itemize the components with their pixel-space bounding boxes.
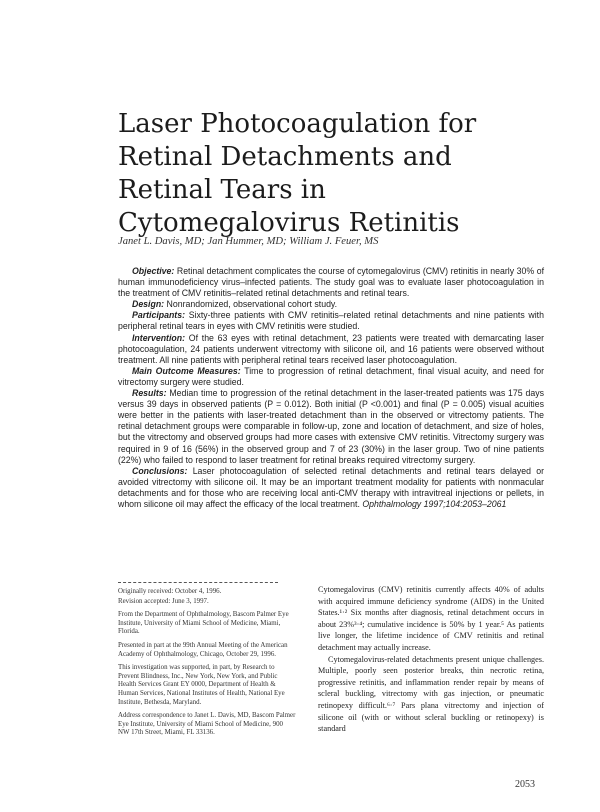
body-paragraph: Cytomegalovirus-related detachments present unique challenges. Multiple, poorly seen posterior breaks, thin necrotic retina, progressive retinitis, and inflammation render repair by means of scleral buckling, vitrectomy with gas injection, or pneumatic retinopexy difficult.⁶·⁷ Pars plana vitrectomy and injection of silicone oil (with or without scleral buckling or retinopexy) is standard xyxy=(318,654,544,734)
page-number: 2053 xyxy=(515,779,535,790)
outcome-label: Main Outcome Measures: xyxy=(132,365,241,376)
results-label: Results: xyxy=(132,388,167,399)
body-text xyxy=(318,584,544,735)
abstract-results xyxy=(118,388,544,466)
footnote-affiliation: From the Department of Ophthalmology, Bascom Palmer Eye Institute, University of Miami School of Medicine, Miami, Florida. xyxy=(118,611,289,636)
author-list: Janet L. Davis, MD; Jan Hummer, MD; William J. Feuer, MS xyxy=(118,236,379,247)
intervention-label: Intervention: xyxy=(132,332,185,343)
conclusions-label: Conclusions: xyxy=(132,465,188,476)
abstract-objective xyxy=(118,266,544,299)
intervention-text: Of the 63 eyes with retinal detachment, 23 patients were treated with demarcating laser photocoagulation, 24 patients underwent vitrectomy with silicone oil, and 16 patients were observed without treatment. All nine patients with peripheral retinal tears received laser photocoagulation. xyxy=(118,332,545,365)
objective-text: Retinal detachment complicates the course of cytomegalovirus (CMV) retinitis in nearly 30% of human immunodeficiency virus–infected patients. The study goal was to evaluate laser photocoagulation in the treatment of CMV retinitis–related retinal detachments and retinal tears. xyxy=(118,266,545,299)
design-text: Nonrandomized, observational cohort study. xyxy=(166,299,338,310)
footnote-accepted: Revision accepted: June 3, 1997. xyxy=(118,597,209,605)
participants-label: Participants: xyxy=(132,310,185,321)
footnote-presented: Presented in part at the 99th Annual Meeting of the American Academy of Ophthalmology, Chicago, October 29, 1996. xyxy=(118,641,288,658)
body-paragraph: Cytomegalovirus (CMV) retinitis currently affects 40% of adults with acquired immune deficiency syndrome (AIDS) in the United States.¹·² Six months after diagnosis, retinal detachment occurs in about 23%³·⁴; cumulative incidence is 50% by 1 year.⁵ As patients live longer, the lifetime incidence of CMV retinitis and retinal detachment may actually increase. xyxy=(318,585,544,652)
article-title: Laser Photocoagulation for Retinal Detachments and Retinal Tears in Cytomegalovirus Retinitis xyxy=(118,109,477,238)
results-text: Median time to progression of the retinal detachment in the laser-treated patients was 175 days versus 39 days in observed patients (P = 0.012). Both initial (P <0.001) and final (P = 0.005) visual acuities were better in the patients with laser-treated detachment than in the observed or vitrectomy patients. The retinal detachment groups were comparable in follow-up, zone and location of detachment, and size of holes, but the vitrectomy and observed groups had more cases with extensive CMV retinitis. Vitrectomy surgery was required in 9 of 16 (56%) in the observed group and 7 of 23 (30%) in the laser group. Two of nine patients (22%) who failed to respond to laser treatment for retinal breaks required vitrectomy surgery. xyxy=(118,388,544,465)
footnote-divider xyxy=(118,582,278,583)
abstract-conclusions xyxy=(118,466,544,510)
conclusions-text: Laser photocoagulation of selected retinal detachments and retinal tears delayed or avoided vitrectomy with silicone oil. It may be an important treatment modality for patients with nonmacular detachments and for those who are receiving local anti-CMV therapy with intravitreal injections or pellets, in whom silicone oil may affect the efficacy of the local treatment. xyxy=(118,465,544,509)
footnote-correspondence: Address correspondence to Janet L. Davis, MD, Bascom Palmer Eye Institute, University of Miami School of Medicine, 900 NW 17th Street, Miami, FL 33136. xyxy=(118,712,296,737)
outcome-text: Time to progression of retinal detachment, final visual acuity, and need for vitrectomy surgery were studied. xyxy=(118,365,545,387)
participants-text: Sixty-three patients with CMV retinitis–related retinal detachments and nine patients with peripheral retinal tears in eyes with CMV retinitis were studied. xyxy=(118,310,544,332)
objective-label: Objective: xyxy=(132,266,175,276)
footnotes xyxy=(118,588,296,743)
footnote-received: Originally received: October 4, 1996. xyxy=(118,588,222,595)
abstract-design xyxy=(118,299,544,310)
footnote-support: This investigation was supported, in part, by Research to Prevent Blindness, Inc., New York, New York, and Public Health Services Grant EY 0000, Department of Health & Human Services, National Institutes of Health, National Eye Institute, Bethesda, Maryland. xyxy=(118,664,285,706)
abstract-outcome xyxy=(118,366,544,388)
journal-citation: Ophthalmology 1997;104:2053–2061 xyxy=(362,498,507,509)
abstract-participants xyxy=(118,310,544,332)
abstract xyxy=(118,266,544,510)
design-label: Design: xyxy=(132,299,165,310)
abstract-intervention xyxy=(118,333,544,366)
